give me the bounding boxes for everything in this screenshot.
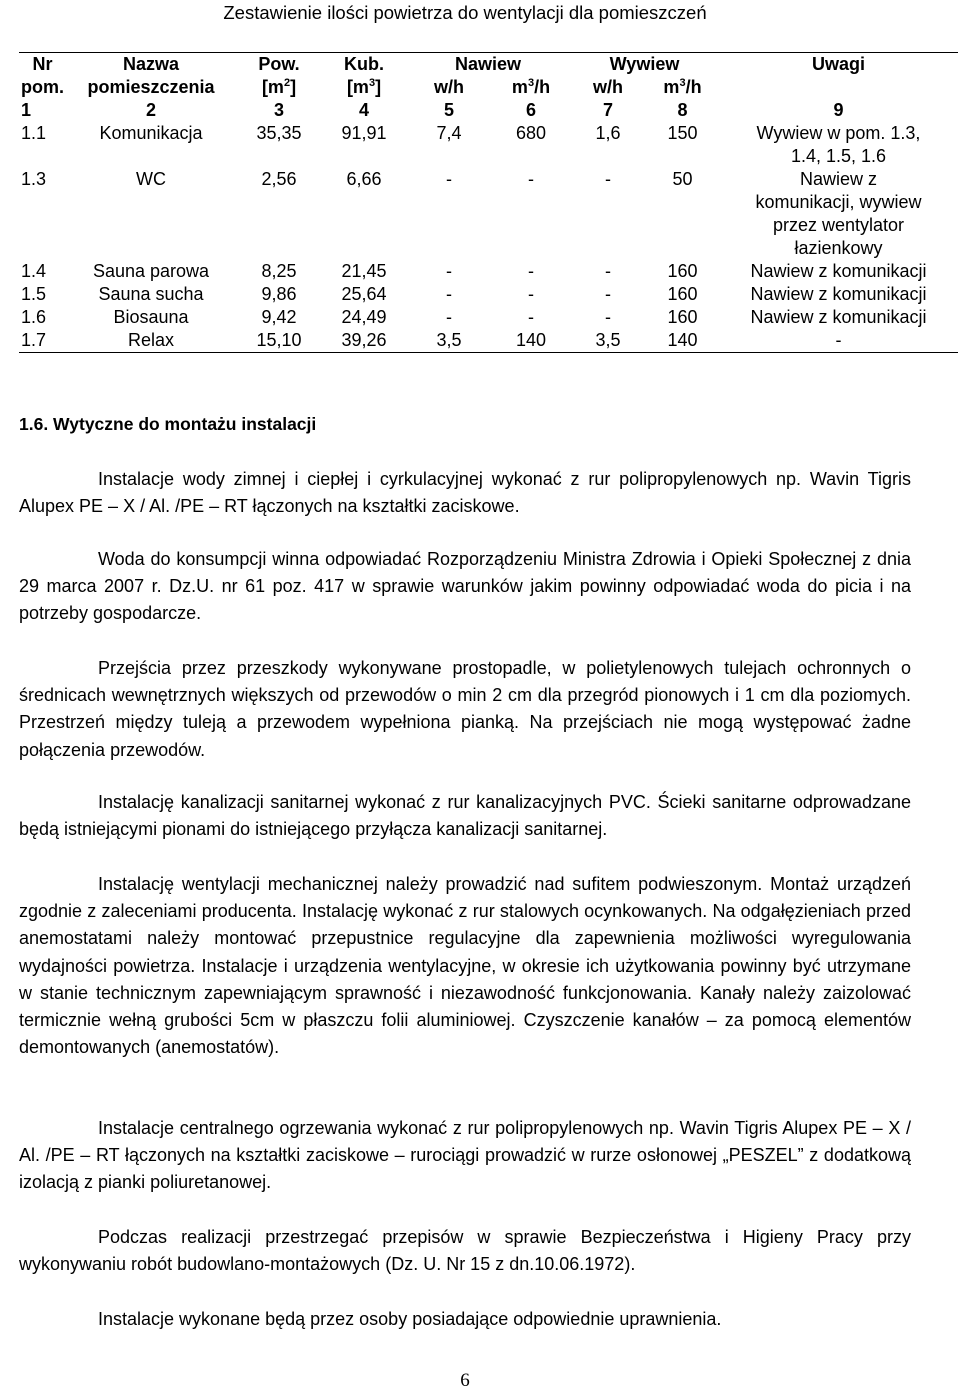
cell-nawiew-m3h: 680 xyxy=(515,123,547,143)
cell-kub: 24,49 xyxy=(341,307,387,327)
header-nazwa: Nazwa xyxy=(66,53,236,77)
cell-nawiew-wh: 3,5 xyxy=(406,329,492,353)
unit-kub: $[m^3]$ xyxy=(346,77,382,97)
cell-kub: 91,91 xyxy=(341,123,387,143)
cell-pow: 9,86 xyxy=(261,284,297,304)
cell-nawiew-wh: - xyxy=(446,284,452,304)
cell-pow: 9,42 xyxy=(261,307,297,327)
cell-nr: 1.4 xyxy=(21,261,47,281)
table-row xyxy=(19,306,958,329)
cell-nazwa: Biosauna xyxy=(113,307,189,327)
cell-nazwa: WC xyxy=(136,169,166,189)
table-row xyxy=(19,122,958,168)
cell-wywiew-wh: - xyxy=(605,261,611,281)
colnum-8: 8 xyxy=(677,100,688,120)
table-row xyxy=(19,260,958,283)
section-heading: 1.6. Wytyczne do montażu instalacji xyxy=(19,414,317,434)
unit-nawiew-wh: w/h xyxy=(434,77,464,97)
table-row xyxy=(19,283,958,306)
colnum-5: 5 xyxy=(443,100,454,120)
cell-pow: 15,10 xyxy=(236,329,322,353)
colnum-2: 2 xyxy=(145,100,156,120)
table-colnum-row xyxy=(19,99,958,122)
cell-uwagi: Wywiew w pom. 1.3, 1.4, 1.5, 1.6 xyxy=(756,123,921,166)
cell-wywiew-wh: - xyxy=(605,169,611,189)
page-number: 6 xyxy=(460,1370,470,1391)
cell-wywiew-wh: 1,6 xyxy=(595,123,621,143)
cell-nr: 1.7 xyxy=(19,329,66,353)
cell-nawiew-m3h: - xyxy=(528,169,534,189)
colnum-7: 7 xyxy=(602,100,613,120)
paragraph: Woda do konsumpcji winna odpowiadać Rozporządzeniu Ministra Zdrowia i Opieki Społecznej z dnia 29 marca 2007 r. Dz.U. nr 61 poz. 417 w sprawie warunków jakim powinny odpowiadać woda do picia i na potrzeby gospodarcze. xyxy=(19,549,911,624)
cell-nr: 1.3 xyxy=(21,169,47,189)
cell-nawiew-wh: 7,4 xyxy=(436,123,462,143)
colnum-6: 6 xyxy=(525,100,536,120)
cell-uwagi: Nawiew z komunikacji xyxy=(750,261,927,281)
table-row xyxy=(19,329,958,353)
colnum-3: 3 xyxy=(273,100,284,120)
cell-kub: 39,26 xyxy=(322,329,406,353)
header-uwagi: Uwagi xyxy=(719,53,958,77)
header-nawiew: Nawiew xyxy=(406,53,570,77)
cell-nazwa: Relax xyxy=(66,329,236,353)
cell-pow: 2,56 xyxy=(261,169,297,189)
paragraph: Instalację wentylacji mechanicznej należy prowadzić nad sufitem podwieszonym. Montaż urządzeń zgodnie z zaleceniami producenta. Instalację wykonać z rur stalowych ocynkowanych. Na odgałęzieniach przed anemostatami należy montować przepustnice regulacyjne dla zapewnienia możliwości wyregulowania wydajności powietrza. Instalacje i urządzenia wentylacyjne, w okresie ich użytkowania powinny być utrzymane w stanie technicznym zapewniającym sprawność i niezawodność funkcjonowania. Kanały należy zaizolować termicznie wełną grubości 5cm w płaszczu folii aluminiowej. Czyszczenie kanałów – za pomocą elementów demontowanych (anemostatów). xyxy=(19,874,911,1058)
cell-wywiew-wh: - xyxy=(605,284,611,304)
cell-nawiew-wh: - xyxy=(446,169,452,189)
cell-nawiew-m3h: - xyxy=(528,284,534,304)
cell-wywiew-wh: 3,5 xyxy=(570,329,646,353)
cell-nawiew-m3h: - xyxy=(528,261,534,281)
cell-kub: 25,64 xyxy=(341,284,387,304)
cell-nawiew-wh: - xyxy=(446,307,452,327)
cell-uwagi: Nawiew z komunikacji xyxy=(750,307,927,327)
cell-uwagi: Nawiew z komunikacji xyxy=(750,284,927,304)
cell-wywiew-wh: - xyxy=(605,307,611,327)
cell-nr: 1.1 xyxy=(21,123,47,143)
colnum-1: 1 xyxy=(21,100,32,120)
cell-nazwa: Sauna sucha xyxy=(98,284,204,304)
table-row xyxy=(19,168,958,260)
paragraph: Instalacje wody zimnej i ciepłej i cyrkulacyjnej wykonać z rur polipropylenowych np. Wavin Tigris Alupex PE – X / Al. /PE – RT łączonych na kształtki zaciskowe. xyxy=(19,469,911,517)
cell-nawiew-m3h: 140 xyxy=(492,329,570,353)
unit-nawiew-m3h: $m^3/h$ xyxy=(511,77,551,97)
cell-kub: 6,66 xyxy=(346,169,382,189)
unit-wywiew-wh: w/h xyxy=(593,77,623,97)
colnum-4: 4 xyxy=(358,100,369,120)
header-nr: Nr xyxy=(19,53,66,77)
unit-wywiew-m3h: $m^3/h$ xyxy=(663,77,702,97)
cell-nr: 1.5 xyxy=(21,284,47,304)
cell-nawiew-m3h: - xyxy=(528,307,534,327)
unit-pow: $[m^2]$ xyxy=(261,77,297,97)
cell-pow: 35,35 xyxy=(256,123,302,143)
cell-wywiew-m3h: 140 xyxy=(646,329,719,353)
header-kub: Kub. xyxy=(322,53,406,77)
paragraph: Podczas realizacji przestrzegać przepisów w sprawie Bezpieczeństwa i Higieny Pracy przy wykonywaniu robót budowlano-montażowych (Dz. U. Nr 15 z dn.10.06.1972). xyxy=(19,1227,911,1275)
cell-nazwa: Sauna parowa xyxy=(92,261,210,281)
colnum-9: 9 xyxy=(833,100,844,120)
cell-kub: 21,45 xyxy=(341,261,387,281)
paragraph: Instalację kanalizacji sanitarnej wykonać z rur kanalizacyjnych PVC. Ścieki sanitarne odprowadzane będą istniejącymi pionami do istniejącego przyłącza kanalizacji sanitarnej. xyxy=(19,792,911,840)
paragraph: Instalacje wykonane będą przez osoby posiadające odpowiednie uprawnienia. xyxy=(98,1309,722,1329)
table-header-row xyxy=(19,53,958,77)
table-units-row xyxy=(19,76,958,99)
cell-nr: 1.6 xyxy=(21,307,47,327)
document-title: Zestawienie ilości powietrza do wentylacji dla pomieszczeń xyxy=(223,2,707,23)
paragraph: Przejścia przez przeszkody wykonywane prostopadle, w polietylenowych tulejach ochronnych o średnicach wewnętrznych większych od przewodów o min 2 cm dla przegród pionowych i 1 cm dla poziomych. Przestrzeń między tuleją a przewodem wypełniona pianką. Na przejściach nie mogą występować żadne połączenia przewodów. xyxy=(19,658,911,760)
cell-wywiew-m3h: 160 xyxy=(667,284,698,304)
header-nazwa-2: pomieszczenia xyxy=(87,77,215,97)
cell-wywiew-m3h: 50 xyxy=(672,169,693,189)
cell-nawiew-wh: - xyxy=(446,261,452,281)
ventilation-table xyxy=(19,52,958,353)
cell-wywiew-m3h: 150 xyxy=(667,123,698,143)
header-nr-2: pom. xyxy=(21,77,64,97)
cell-wywiew-m3h: 160 xyxy=(667,307,698,327)
cell-wywiew-m3h: 160 xyxy=(667,261,698,281)
header-wywiew: Wywiew xyxy=(570,53,719,77)
cell-uwagi: Nawiew z komunikacji, wywiew przez wentylator łazienkowy xyxy=(755,169,922,258)
header-pow: Pow. xyxy=(236,53,322,77)
cell-pow: 8,25 xyxy=(261,261,297,281)
cell-nazwa: Komunikacja xyxy=(99,123,203,143)
cell-uwagi: - xyxy=(719,329,958,353)
paragraph: Instalacje centralnego ogrzewania wykonać z rur polipropylenowych np. Wavin Tigris Alupex PE – X / Al. /PE – RT łączonych na kształtki zaciskowe – rurociągi prowadzić w rurze osłonowej „PESZEL” z dodatkową izolacją z pianki poliuretanowej. xyxy=(19,1118,911,1193)
